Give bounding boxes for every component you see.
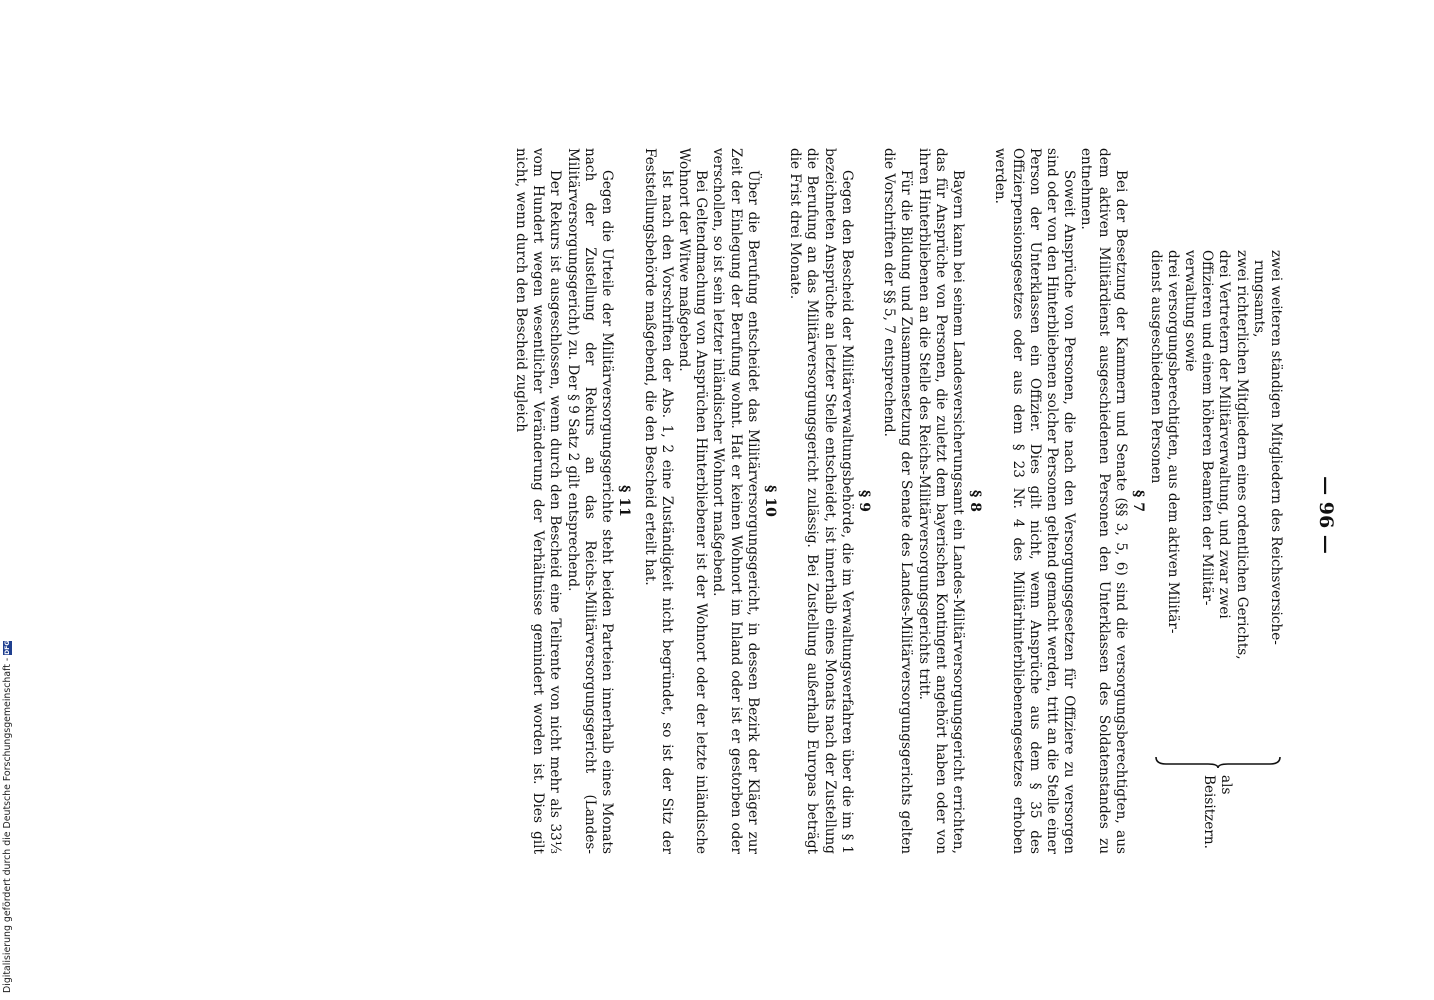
list-item: dienst ausgeschiedenen Personen [1147,250,1164,484]
paragraph: Soweit Ansprüche von Personen, die nach den Versorgungsgesetzen für Offiziere zu versorgen sind oder von den Hinterbliebenen solcher Personen geltend gemacht werden, tritt an die Stelle einer Person der Unterklassen ein Offizier. Dies gilt nicht, wenn Ansprüche aus dem § 35 des Offizierpensionsgesetzes oder aus dem § 23 Nr. 4 des Militärhinterbliebenengesetzes erhoben werden. [992,148,1078,854]
list-item: Offizieren und einem höheren Beamten der Militär- [1199,250,1216,606]
paragraph: Gegen den Bescheid der Militärverwaltungsbehörde, die im Verwaltungsverfahren über die im § 1 bezeichneten Ansprüche an letzter Stelle entscheidet, ist innerhalb eines Monats nach der Zustellung die Berufung an das Militärversorgungsgericht zulässig. Bei Zustellung außerhalb Europas beträgt die Frist drei Monate. [787,148,855,854]
section-heading: § 9 [855,490,872,512]
section-heading: § 8 [967,490,984,512]
brace-label: als Beisitzern. [1201,775,1234,849]
paragraph: Der Rekurs ist ausgeschlossen, wenn durch den Bescheid eine Teilrente von nicht mehr als 33⅓ vom Hundert wegen wesentlicher Veränderung der Verhältnisse gemindert worden ist. Dies gilt nicht, wenn durch den Bescheid zugleich [513,148,564,854]
paragraph: Bei Geltendmachung von Ansprüchen Hinterbliebener ist der Wohnort oder der letzte inländische Wohnort der Witwe maßgebend. [675,148,710,854]
digitization-footer [2,613,14,993]
page-number: — 96 — [1315,476,1337,554]
list-item: zwei richterlichen Mitgliedern eines ordentlichen Gerichts, [1233,250,1250,660]
paragraph: Über die Berufung entscheidet das Militärversorgungsgericht, in dessen Bezirk der Kläger zur Zeit der Einlegung der Berufung wohnt. Hat er keinen Wohnort im Inland oder ist er gestorben oder verschollen, so ist sein letzter inländischer Wohnort maßgebend. [710,148,761,854]
intro-list [1146,250,1284,750]
section-heading: § 7 [1130,490,1146,512]
brace-icon [1154,755,1282,769]
list-item: verwaltung sowie [1181,250,1198,372]
dfg-logo-icon: DFG [4,640,11,655]
list-item: drei Vertretern der Militärverwaltung, und zwar zwei [1216,250,1233,619]
sections-column [504,148,1146,854]
paragraph: Bei der Besetzung der Kammern und Senate (§§ 3, 5, 6) sind die versorgungsberechtigten, aus dem aktiven Militärdienst ausgeschiedenen Personen den Unterklassen des Soldatenstandes zu entnehmen. [1078,148,1129,854]
list-item: rungsamts, [1250,260,1267,338]
section-heading: § 11 [616,485,633,517]
list-item: drei versorgungsberechtigten, aus dem aktiven Militär- [1164,250,1181,634]
paragraph: Ist nach den Vorschriften der Abs. 1, 2 eine Zuständigkeit nicht begründet, so ist der Sitz der Feststellungsbehörde maßgebend, die den Bescheid erteilt hat. [641,148,675,854]
list-item: zwei weiteren ständigen Mitgliedern des Reichsversiche- [1268,250,1284,645]
footer-text: Digitalisierung gefördert durch die Deutsche Forschungsgemeinschaft - [2,657,13,993]
section-heading: § 10 [761,485,778,517]
paragraph: Gegen die Urteile der Militärversorgungsgerichte steht beiden Parteien innerhalb eines Monats nach der Zustellung der Rekurs an das Reichs-Militärversorgungsgericht (Landes-Militärversorgungsgericht) zu. Der § 9 Satz 2 gilt entsprechend. [564,148,616,854]
paragraph: Für die Bildung und Zusammensetzung der Senate des Landes-Militärversorgungsgerichts gelten die Vorschriften der §§ 5, 7 entsprechend. [881,148,915,854]
paragraph: Bayern kann bei seinem Landesversicherungsamt ein Landes-Militärversorgungsgericht errichten, das für Ansprüche von Personen, die zuletzt dem bayerischen Kontingent angehört haben oder von ihren Hinterbliebenen an die Stelle des Reichs-Militärversorgungsgerichts tritt. [915,148,966,854]
